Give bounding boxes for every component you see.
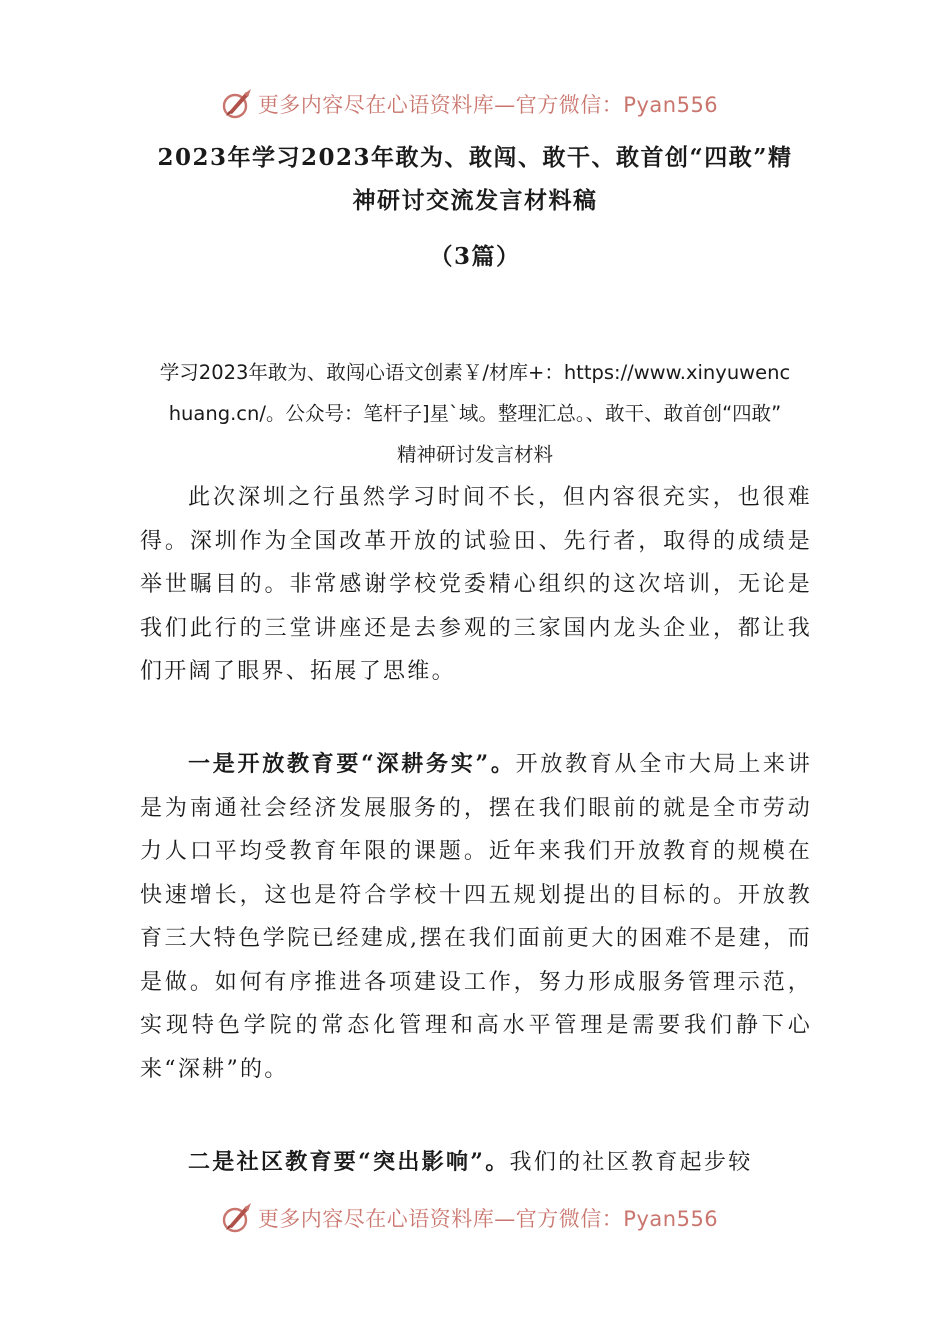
section-two-body: 我们的社区教育起步较 (509, 1150, 753, 1175)
watermark-banner-bottom (0, 1198, 950, 1238)
document-count-label: （3篇） (429, 243, 521, 270)
subtitle-line-1: 学习2023年敢为、敢闯心语文创素￥/材库+：https://www.xinyuwenc (159, 361, 791, 384)
watermark-content (220, 87, 718, 121)
section-one-lead: 一是开放教育要“深耕务实”。 (188, 751, 516, 777)
watermark-text: 更多内容尽在心语资料库—官方微信：Pyan556 (257, 93, 719, 117)
section-one-block (140, 743, 812, 1091)
watermark-banner-top (0, 84, 950, 124)
document-subtitle (130, 352, 820, 475)
watermark-text: 更多内容尽在心语资料库—官方微信：Pyan556 (257, 1207, 719, 1231)
section-two-paragraph (140, 1141, 812, 1185)
quill-pen-circle-icon (220, 87, 254, 121)
document-title-line-1: 2023年学习2023年敢为、敢闯、敢干、敢首创“四敢”精 (157, 144, 793, 171)
section-one-body: 开放教育从全市大局上来讲是为南通社会经济发展服务的，摆在我们眼前的就是全市劳动力人口平均受教育年限的课题。近年来我们开放教育的规模在快速增长，这也是符合学校十四五规划提出的目标的。开放教育三大特色学院已经建成,摆在我们面前更大的困难不是建，而是做。如何有序推进各项建设工作，努力形成服务管理示范，实现特色学院的常态化管理和高水平管理是需要我们静下心来“深耕”的。 (140, 752, 812, 1082)
section-two-lead: 二是社区教育要“突出影响”。 (188, 1149, 510, 1175)
intro-paragraph-block (140, 476, 812, 694)
subtitle-line-2: huang.cn/。公众号：笔杆子]星`域。整理汇总。、敢干、敢首创“四敢” (168, 402, 782, 425)
section-one-paragraph (140, 743, 812, 1091)
watermark-content (220, 1201, 718, 1235)
section-two-block (140, 1141, 812, 1185)
quill-pen-circle-icon (220, 1201, 254, 1235)
subtitle-line-3: 精神研讨发言材料 (396, 443, 553, 466)
intro-paragraph: 此次深圳之行虽然学习时间不长，但内容很充实，也很难得。深圳作为全国改革开放的试验田、先行者，取得的成绩是举世瞩目的。非常感谢学校党委精心组织的这次培训，无论是我们此行的三堂讲座还是去参观的三家国内龙头企业，都让我们开阔了眼界、拓展了思维。 (140, 485, 812, 684)
document-title-line-2: 神研讨交流发言材料稿 (352, 187, 598, 214)
